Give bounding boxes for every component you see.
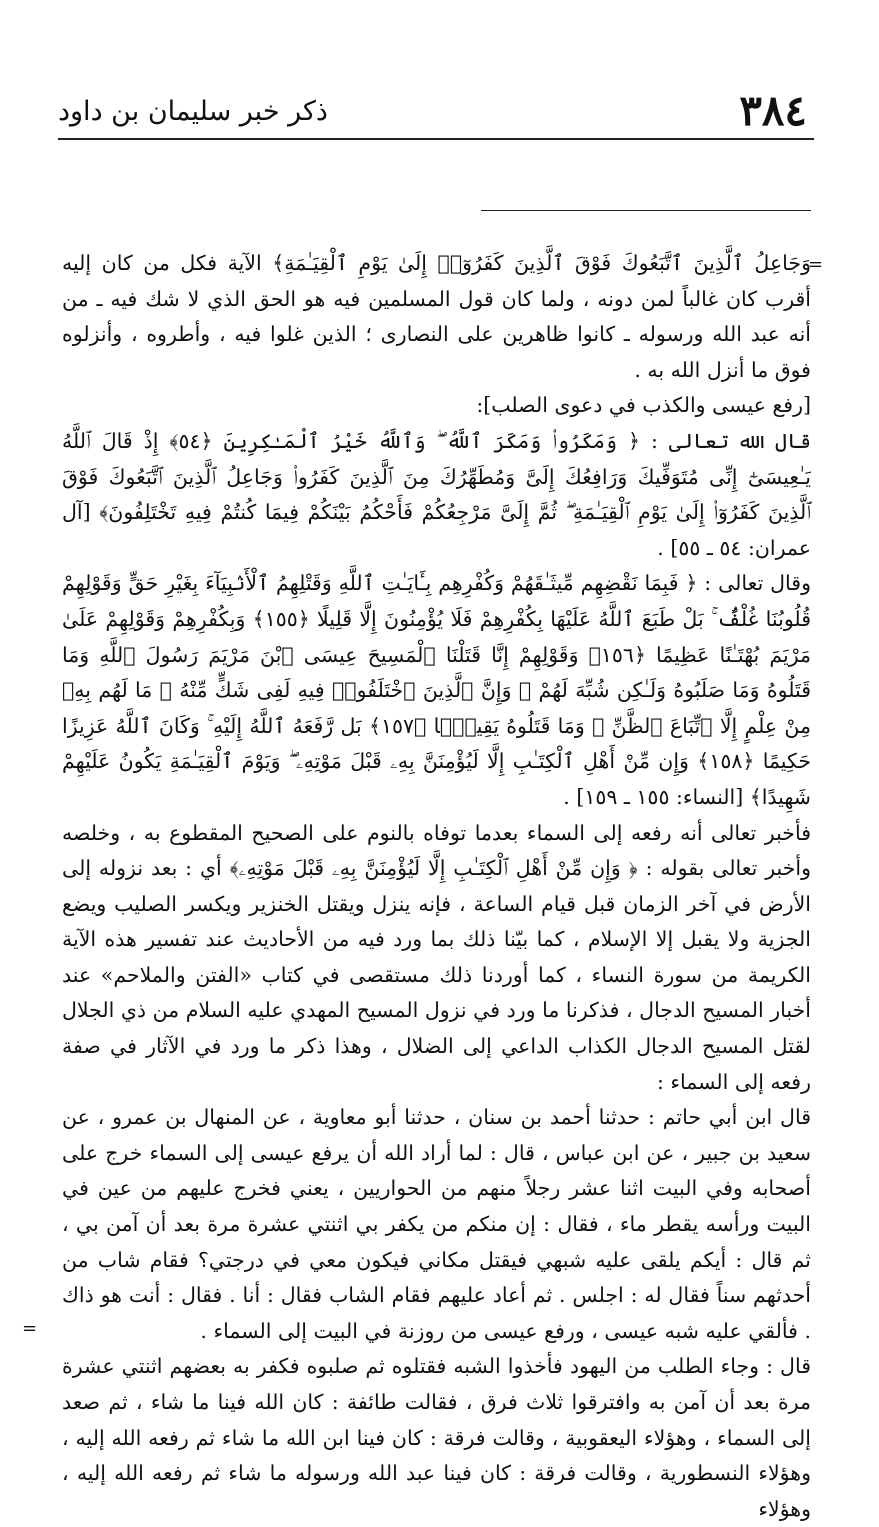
paragraph-quran-continuation: وَجَاعِلُ ٱلَّذِينَ ٱتَّبَعُوكَ فَوْقَ ٱلَّذِينَ كَفَرُوٓا۟ إِلَىٰ يَوْمِ ٱلْقِيَـٰمَةِ﴾ الآية فكل من كان إليه أقرب كان غالباً لمن دونه ، ولما كان قول المسلمين فيه هو الحق الذي لا شك فيه ـ من أنه عبد الله ورسوله ـ كانوا ظاهرين على النصارى ؛ الذين غلوا فيه ، وأطروه ، وأنزلوه فوق ما أنزل الله به . xyxy=(62,251,811,382)
margin-mark-bottom: = xyxy=(22,1318,38,1339)
margin-mark-top: = xyxy=(808,254,824,275)
paragraph-an-nisa-verses: وقال تعالى : ﴿ فَبِمَا نَقْضِهِم مِّيثَـٰقَهُمْ وَكُفْرِهِم بِـَٔايَـٰتِ ٱللَّهِ وَقَتْلِهِمُ ٱلْأَنۢبِيَآءَ بِغَيْرِ حَقٍّ وَقَوْلِهِمْ قُلُوبُنَا غُلْفٌۢ ۚ بَلْ طَبَعَ ٱللَّهُ عَلَيْهَا بِكُفْرِهِمْ فَلَا يُؤْمِنُونَ إِلَّا قَلِيلًا ﴿١٥٥﴾ وَبِكُفْرِهِمْ وَقَوْلِهِمْ عَلَىٰ مَرْيَمَ بُهْتَـٰنًا عَظِيمًا ﴿١٥٦﴾ وَقَوْلِهِمْ إِنَّا قَتَلْنَا ٱلْمَسِيحَ عِيسَى ٱبْنَ مَرْيَمَ رَسُولَ ٱللَّهِ وَمَا قَتَلُوهُ وَمَا صَلَبُوهُ وَلَـٰكِن شُبِّهَ لَهُمْ ۚ وَإِنَّ ٱلَّذِينَ ٱخْتَلَفُوا۟ فِيهِ لَفِى شَكٍّ مِّنْهُ ۚ مَا لَهُم بِهِۦ مِنْ عِلْمٍ إِلَّا ٱتِّبَاعَ ٱلظَّنِّ ۚ وَمَا قَتَلُوهُ يَقِينًۢا ﴿١٥٧﴾ بَل رَّفَعَهُ ٱللَّهُ إِلَيْهِ ۚ وَكَانَ ٱللَّهُ عَزِيزًا حَكِيمًا ﴿١٥٨﴾ وَإِن مِّنْ أَهْلِ ٱلْكِتَـٰبِ إِلَّا لَيُؤْمِنَنَّ بِهِۦ قَبْلَ مَوْتِهِۦ ۖ وَيَوْمَ ٱلْقِيَـٰمَةِ يَكُونُ عَلَيْهِمْ شَهِيدًا﴾ [النساء: ١٥٥ ـ ١٥٩] . xyxy=(62,571,812,809)
paragraph-sects: قال : وجاء الطلب من اليهود فأخذوا الشبه فقتلوه ثم صلبوه فكفر به بعضهم اثنتي عشرة مرة بعد أن آمن به وافترقوا ثلاث فرق ، فقالت طائفة : كان الله فينا ما شاء ، ثم صعد إلى السماء ، وهؤلاء اليعقوبية ، وقالت فرقة : كان فينا ابن الله ما شاء ثم رفعه الله إليه ، وهؤلاء النسطورية ، وقالت فرقة : كان فينا عبد الله ورسوله ما شاء ثم رفعه الله إليه ، وهؤلاء xyxy=(62,1354,811,1521)
paragraph-commentary: فأخبر تعالى أنه رفعه إلى السماء بعدما توفاه بالنوم على الصحيح المقطوع به ، وخلصه وأخبر تعالى بقوله : ﴿ وَإِن مِّنْ أَهْلِ ٱلْكِتَـٰبِ إِلَّا لَيُؤْمِنَنَّ بِهِۦ قَبْلَ مَوْتِهِۦ﴾ أي : بعد نزوله إلى الأرض في آخر الزمان قبل قيام الساعة ، فإنه ينزل ويقتل الخنزير ويكسر الصليب ويضع الجزية ولا يقبل إلا الإسلام ، كما بيّنا ذلك بما ورد فيه من الأحاديث عند تفسير هذه الآية الكريمة من سورة النساء ، كما أوردنا ذلك مستقصى في كتاب «الفتن والملاحم» عند أخبار المسيح الدجال ، فذكرنا ما ورد في نزول المسيح المهدي عليه السلام من ذي الجلال لقتل المسيح الدجال الكذاب الداعي إلى الضلال ، وهذا ذكر ما ورد في الآثار في صفة رفعه إلى السماء : xyxy=(62,820,811,1094)
page-number: ٣٨٤ xyxy=(739,86,807,135)
separator-rule xyxy=(481,210,811,211)
running-title: ذكر خبر سليمان بن داود xyxy=(58,96,328,127)
header-rule xyxy=(58,138,814,140)
body-text xyxy=(62,246,811,1527)
paragraph-al-imran-verses: قال الله تعالى : ﴿ وَمَكَرُوا۟ وَمَكَرَ ٱللَّهُ ۖ وَٱللَّهُ خَيْرُ ٱلْمَـٰكِرِينَ ﴿٥٤﴾ إِذْ قَالَ ٱللَّهُ يَـٰعِيسَىٰٓ إِنِّى مُتَوَفِّيكَ وَرَافِعُكَ إِلَىَّ وَمُطَهِّرُكَ مِنَ ٱلَّذِينَ كَفَرُوا۟ وَجَاعِلُ ٱلَّذِينَ ٱتَّبَعُوكَ فَوْقَ ٱلَّذِينَ كَفَرُوٓا۟ إِلَىٰ يَوْمِ ٱلْقِيَـٰمَةِ ۖ ثُمَّ إِلَىَّ مَرْجِعُكُمْ فَأَحْكُمُ بَيْنَكُمْ فِيمَا كُنتُمْ فِيهِ تَخْتَلِفُونَ﴾ [آل عمران: ٥٤ ـ ٥٥] . xyxy=(62,428,811,560)
paragraph-ibn-abi-hatim: قال ابن أبي حاتم : حدثنا أحمد بن سنان ، حدثنا أبو معاوية ، عن المنهال بن عمرو ، عن سعيد بن جبير ، عن ابن عباس ، قال : لما أراد الله أن يرفع عيسى إلى السماء خرج على أصحابه وفي البيت اثنا عشر رجلاً منهم من الحواريين ، يعني فخرج عليهم من عين في البيت ورأسه يقطر ماء ، فقال : إن منكم من يكفر بي اثنتي عشرة مرة بعد أن آمن بي ، ثم قال : أيكم يلقى عليه شبهي فيقتل مكاني فيكون معي في درجتي؟ فقام شاب من أحدثهم سناً فقال له : اجلس . ثم أعاد عليهم فقام الشاب فقال : أنا . فقال : أنت هو ذاك . فألقي عليه شبه عيسى ، ورفع عيسى من روزنة في البيت إلى السماء . xyxy=(62,1105,811,1343)
section-subheading: [رفع عيسى والكذب في دعوى الصلب]: xyxy=(476,393,811,418)
